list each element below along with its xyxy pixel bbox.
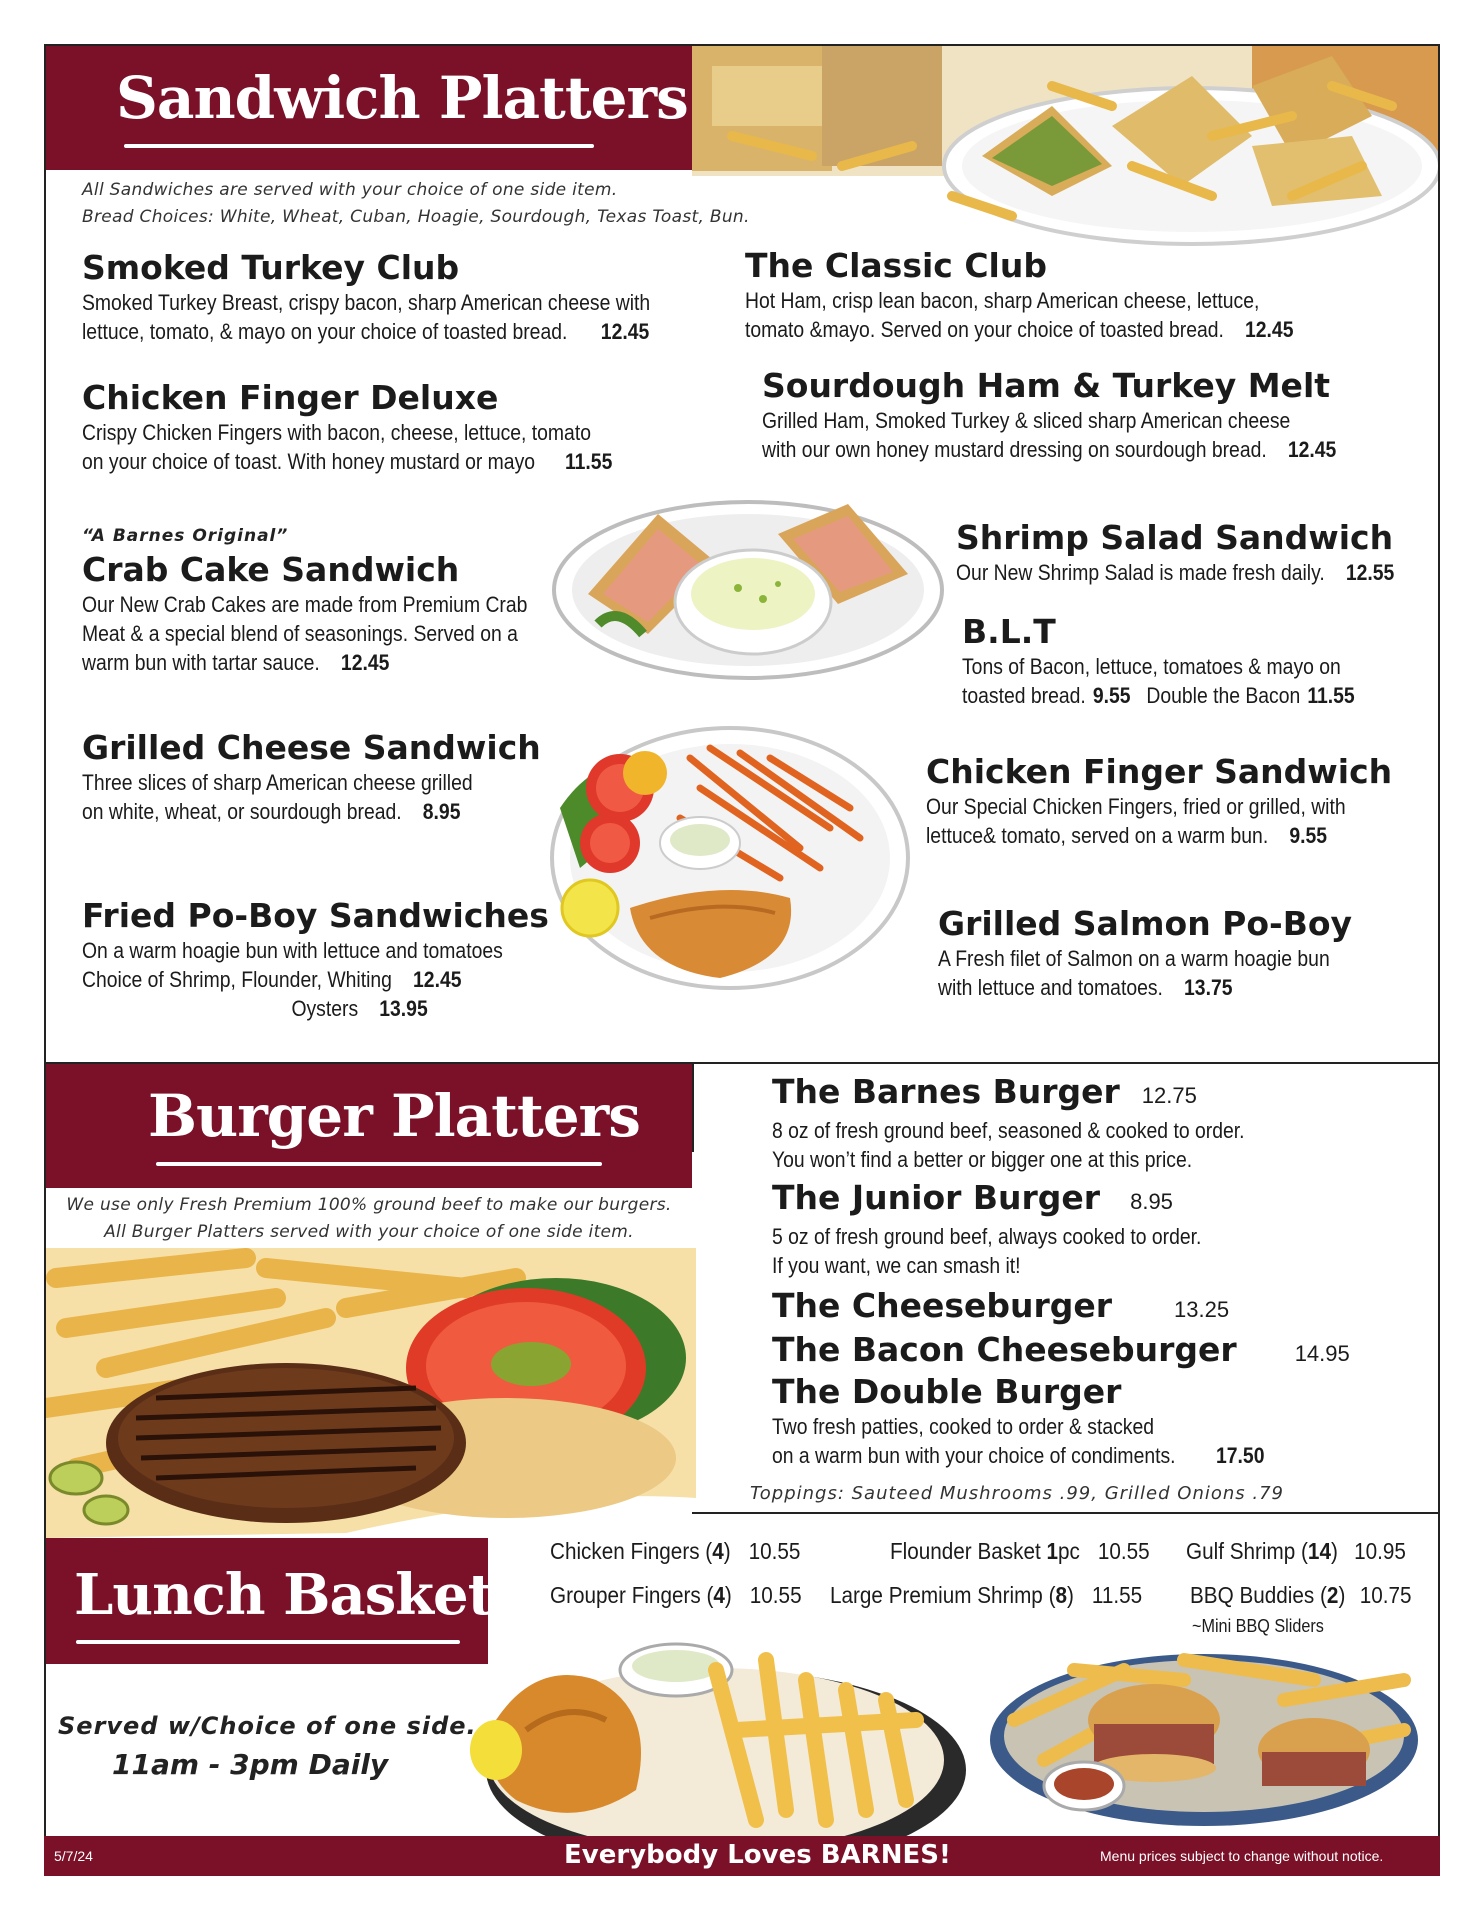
burger-platter-photo: [46, 1248, 696, 1538]
burger-name: The Barnes Burger: [772, 1072, 1120, 1111]
item-price: 8.95: [1130, 1189, 1173, 1214]
burger-title: Burger Platters: [148, 1082, 640, 1150]
desc-line: Smoked Turkey Breast, crispy bacon, sharp American cheese with: [82, 290, 651, 315]
menu-item-crab-cake-sandwich: [82, 526, 588, 677]
item-name: Grilled Salmon Po-Boy: [938, 904, 1353, 943]
desc-line: Choice of Shrimp, Flounder, Whiting: [82, 967, 392, 992]
item-name: Sourdough Ham & Turkey Melt: [762, 366, 1331, 405]
desc-line: Oysters: [291, 996, 359, 1021]
item-price: 12.45: [340, 650, 390, 675]
lunch-hours: 11am - 3pm Daily: [112, 1748, 389, 1781]
item-desc: [956, 558, 1394, 587]
basket-label: Chicken Fingers (: [550, 1538, 713, 1564]
basket-label: Grouper Fingers (: [550, 1582, 714, 1608]
basket-flounder: [890, 1538, 1150, 1565]
menu-item-grilled-salmon-po-boy: [938, 904, 1383, 1002]
item-desc: [745, 286, 1293, 344]
desc-line: 8 oz of fresh ground beef, seasoned & cooked to order.: [772, 1118, 1245, 1143]
menu-item-bacon-cheeseburger: [772, 1330, 1350, 1374]
desc-line: Tons of Bacon, lettuce, tomatoes & mayo on: [962, 654, 1341, 679]
menu-item-fried-po-boy: [82, 896, 560, 1023]
basket-price: 10.55: [749, 1582, 802, 1608]
basket-price: 11.55: [1091, 1582, 1143, 1608]
basket-label: Flounder Basket: [890, 1538, 1047, 1564]
item-desc: [82, 768, 486, 826]
item-price: 14.95: [1294, 1341, 1350, 1366]
desc-line: Meat & a special blend of seasonings. Served on a: [82, 621, 518, 646]
desc-line: If you want, we can smash it!: [772, 1253, 1021, 1278]
item-name: Fried Po-Boy Sandwiches: [82, 896, 549, 935]
item-price: 12.45: [413, 967, 462, 992]
desc-line: lettuce, tomato, & mayo on your choice of toasted bread.: [82, 319, 568, 344]
desc-line: Two fresh patties, cooked to order & stacked: [772, 1414, 1155, 1439]
desc-line: lettuce& tomato, served on a warm bun.: [926, 823, 1269, 848]
item-price: 11.55: [1307, 683, 1355, 708]
basket-count: 8: [1055, 1582, 1067, 1608]
item-price: 12.45: [1245, 317, 1294, 342]
basket-gulf-shrimp: [1186, 1538, 1406, 1565]
basket-count: 1: [1046, 1538, 1059, 1564]
desc-line: warm bun with tartar sauce.: [82, 650, 320, 675]
menu-date: 5/7/24: [54, 1848, 93, 1864]
burger-name: The Junior Burger: [772, 1178, 1101, 1217]
desc-line: Our Special Chicken Fingers, fried or grilled, with: [926, 794, 1346, 819]
basket-label-end: ): [723, 1538, 731, 1564]
desc-line: Hot Ham, crisp lean bacon, sharp American cheese, lettuce,: [745, 288, 1260, 313]
menu-item-junior-burger: [772, 1178, 1260, 1280]
lunch-title: Lunch Baskets: [74, 1562, 524, 1628]
desc-line: on your choice of toast. With honey mustard or mayo: [82, 449, 536, 474]
bbq-sliders-note: ~Mini BBQ Sliders: [1192, 1616, 1324, 1636]
item-price: 13.95: [379, 996, 428, 1021]
sandwich-title-underline: [124, 144, 594, 148]
menu-item-barnes-burger: [772, 1072, 1309, 1174]
basket-count: 4: [712, 1538, 724, 1564]
item-desc: [772, 1116, 1244, 1174]
menu-item-grilled-cheese-sandwich: [82, 728, 541, 826]
basket-label-end: ): [1338, 1582, 1346, 1608]
menu-item-shrimp-salad: [956, 518, 1454, 587]
lunch-title-underline: [76, 1640, 460, 1644]
basket-count: 4: [713, 1582, 725, 1608]
footer-slogan: Everybody Loves BARNES!: [564, 1840, 951, 1870]
item-name: [772, 1330, 1350, 1374]
item-name: [772, 1072, 1309, 1116]
desc-line: tomato &mayo. Served on your choice of toasted bread.: [745, 317, 1224, 342]
fried-fish-plate-photo: [540, 718, 910, 998]
desc-line: with our own honey mustard dressing on sourdough bread.: [762, 437, 1267, 462]
burger-banner: [46, 1064, 692, 1188]
item-desc: [772, 1412, 1264, 1470]
item-desc: [938, 944, 1330, 1002]
item-price: 11.55: [564, 449, 613, 474]
basket-price: 10.95: [1354, 1538, 1406, 1564]
basket-large-shrimp: [830, 1582, 1142, 1609]
fried-fish-basket-photo: [466, 1630, 976, 1836]
item-price: 8.95: [422, 799, 461, 824]
item-price: 17.50: [1216, 1443, 1265, 1468]
desc-line: Double the Bacon: [1146, 683, 1301, 708]
desc-line: On a warm hoagie bun with lettuce and tomatoes: [82, 938, 503, 963]
desc-line: toasted bread.: [962, 683, 1086, 708]
basket-label: Large Premium Shrimp (: [830, 1582, 1056, 1608]
item-desc: [82, 590, 527, 677]
basket-label-end: ): [1330, 1538, 1338, 1564]
item-price: 12.45: [600, 319, 650, 344]
item-price: 12.75: [1141, 1083, 1197, 1108]
sandwich-banner: [46, 46, 692, 170]
item-desc: [82, 936, 503, 1023]
item-desc: [962, 652, 1355, 710]
burger-name: The Bacon Cheeseburger: [772, 1330, 1237, 1369]
basket-label-end: ): [1066, 1582, 1074, 1608]
menu-item-blt: [962, 612, 1408, 710]
item-name: Chicken Finger Deluxe: [82, 378, 499, 417]
item-name: [772, 1286, 1229, 1330]
desc-line: Crispy Chicken Fingers with bacon, cheese, lettuce, tomato: [82, 420, 591, 445]
crab-cake-plate-photo: [548, 484, 948, 684]
basket-bbq-buddies: [1190, 1582, 1412, 1609]
basket-count: 2: [1326, 1582, 1339, 1608]
item-price: 13.25: [1174, 1297, 1230, 1322]
basket-price: 10.55: [748, 1538, 801, 1564]
item-desc: [82, 288, 650, 346]
item-desc: [772, 1222, 1201, 1280]
basket-grouper-fingers: [550, 1582, 802, 1609]
desc-line: Our New Crab Cakes are made from Premium Crab: [82, 592, 528, 617]
basket-label-end: ): [724, 1582, 732, 1608]
item-price: 9.55: [1092, 683, 1131, 708]
bbq-sliders-photo: [984, 1640, 1424, 1830]
desc-line: on a warm bun with your choice of condiments.: [772, 1443, 1176, 1468]
desc-line: You won’t find a better or bigger one at this price.: [772, 1147, 1193, 1172]
basket-label-end: pc: [1058, 1538, 1080, 1564]
footer-bar: [44, 1836, 1440, 1876]
desc-line: A Fresh filet of Salmon on a warm hoagie bun: [938, 946, 1330, 971]
burger-toppings: Toppings: Sauteed Mushrooms .99, Grilled Onions .79: [750, 1483, 1285, 1504]
item-price: 9.55: [1289, 823, 1328, 848]
item-name: Grilled Cheese Sandwich: [82, 728, 541, 767]
item-name: Chicken Finger Sandwich: [926, 752, 1393, 791]
sandwich-intro: [82, 177, 750, 231]
item-desc: [82, 418, 612, 476]
basket-chicken-fingers: [550, 1538, 800, 1565]
desc-line: Our New Shrimp Salad is made fresh daily.: [956, 560, 1325, 585]
menu-item-chicken-finger-deluxe: [82, 378, 685, 476]
desc-line: Three slices of sharp American cheese grilled: [82, 770, 473, 795]
menu-item-cheeseburger: [772, 1286, 1229, 1330]
item-name: Crab Cake Sandwich: [82, 550, 460, 589]
menu-item-chicken-finger-sandwich: [926, 752, 1403, 850]
burger-title-underline: [156, 1162, 602, 1166]
item-name: [772, 1178, 1260, 1222]
basket-count: 14: [1307, 1538, 1331, 1564]
sandwich-intro-sides: All Sandwiches are served with your choice of one side item.: [82, 180, 618, 200]
desc-line: with lettuce and tomatoes.: [938, 975, 1163, 1000]
basket-price: 10.55: [1097, 1538, 1150, 1564]
desc-line: 5 oz of fresh ground beef, always cooked to order.: [772, 1224, 1202, 1249]
lunch-served: Served w/Choice of one side.: [58, 1712, 477, 1740]
menu-item-smoked-turkey-club: [82, 248, 728, 346]
burger-name: The Cheeseburger: [772, 1286, 1113, 1325]
item-name: B.L.T: [962, 612, 1056, 651]
basket-label: BBQ Buddies (: [1190, 1582, 1327, 1608]
item-price: 12.55: [1345, 560, 1395, 585]
barnes-original-tag: “A Barnes Original”: [82, 526, 289, 546]
item-name: Smoked Turkey Club: [82, 248, 460, 287]
menu-item-double-burger: [772, 1372, 1332, 1470]
burger-column-divider: [692, 1062, 694, 1152]
lunch-banner: [46, 1538, 524, 1664]
menu-item-classic-club: [745, 246, 1368, 344]
burger-intro-sides: All Burger Platters served with your choice of one side item.: [104, 1222, 634, 1242]
item-desc: [762, 406, 1336, 464]
burger-intro: [46, 1192, 692, 1246]
sandwich-intro-bread: Bread Choices: White, Wheat, Cuban, Hoagie, Sourdough, Texas Toast, Bun.: [82, 207, 750, 227]
item-price: 13.75: [1184, 975, 1233, 1000]
item-price: 12.45: [1287, 437, 1337, 462]
item-name: Shrimp Salad Sandwich: [956, 518, 1394, 557]
lunch-divider: [692, 1512, 1440, 1514]
club-sandwich-photo: [692, 46, 1438, 246]
item-name: The Double Burger: [772, 1372, 1122, 1411]
basket-label: Gulf Shrimp (: [1186, 1538, 1308, 1564]
desc-line: on white, wheat, or sourdough bread.: [82, 799, 402, 824]
price-notice: Menu prices subject to change without notice.: [1100, 1848, 1384, 1864]
desc-line: Grilled Ham, Smoked Turkey & sliced sharp American cheese: [762, 408, 1291, 433]
basket-price: 10.75: [1359, 1582, 1412, 1608]
item-name: The Classic Club: [745, 246, 1047, 285]
item-desc: [926, 792, 1346, 850]
menu-item-sourdough-melt: [762, 366, 1415, 464]
sandwich-title: Sandwich Platters: [116, 64, 688, 132]
burger-intro-beef: We use only Fresh Premium 100% ground beef to make our burgers.: [66, 1195, 672, 1215]
